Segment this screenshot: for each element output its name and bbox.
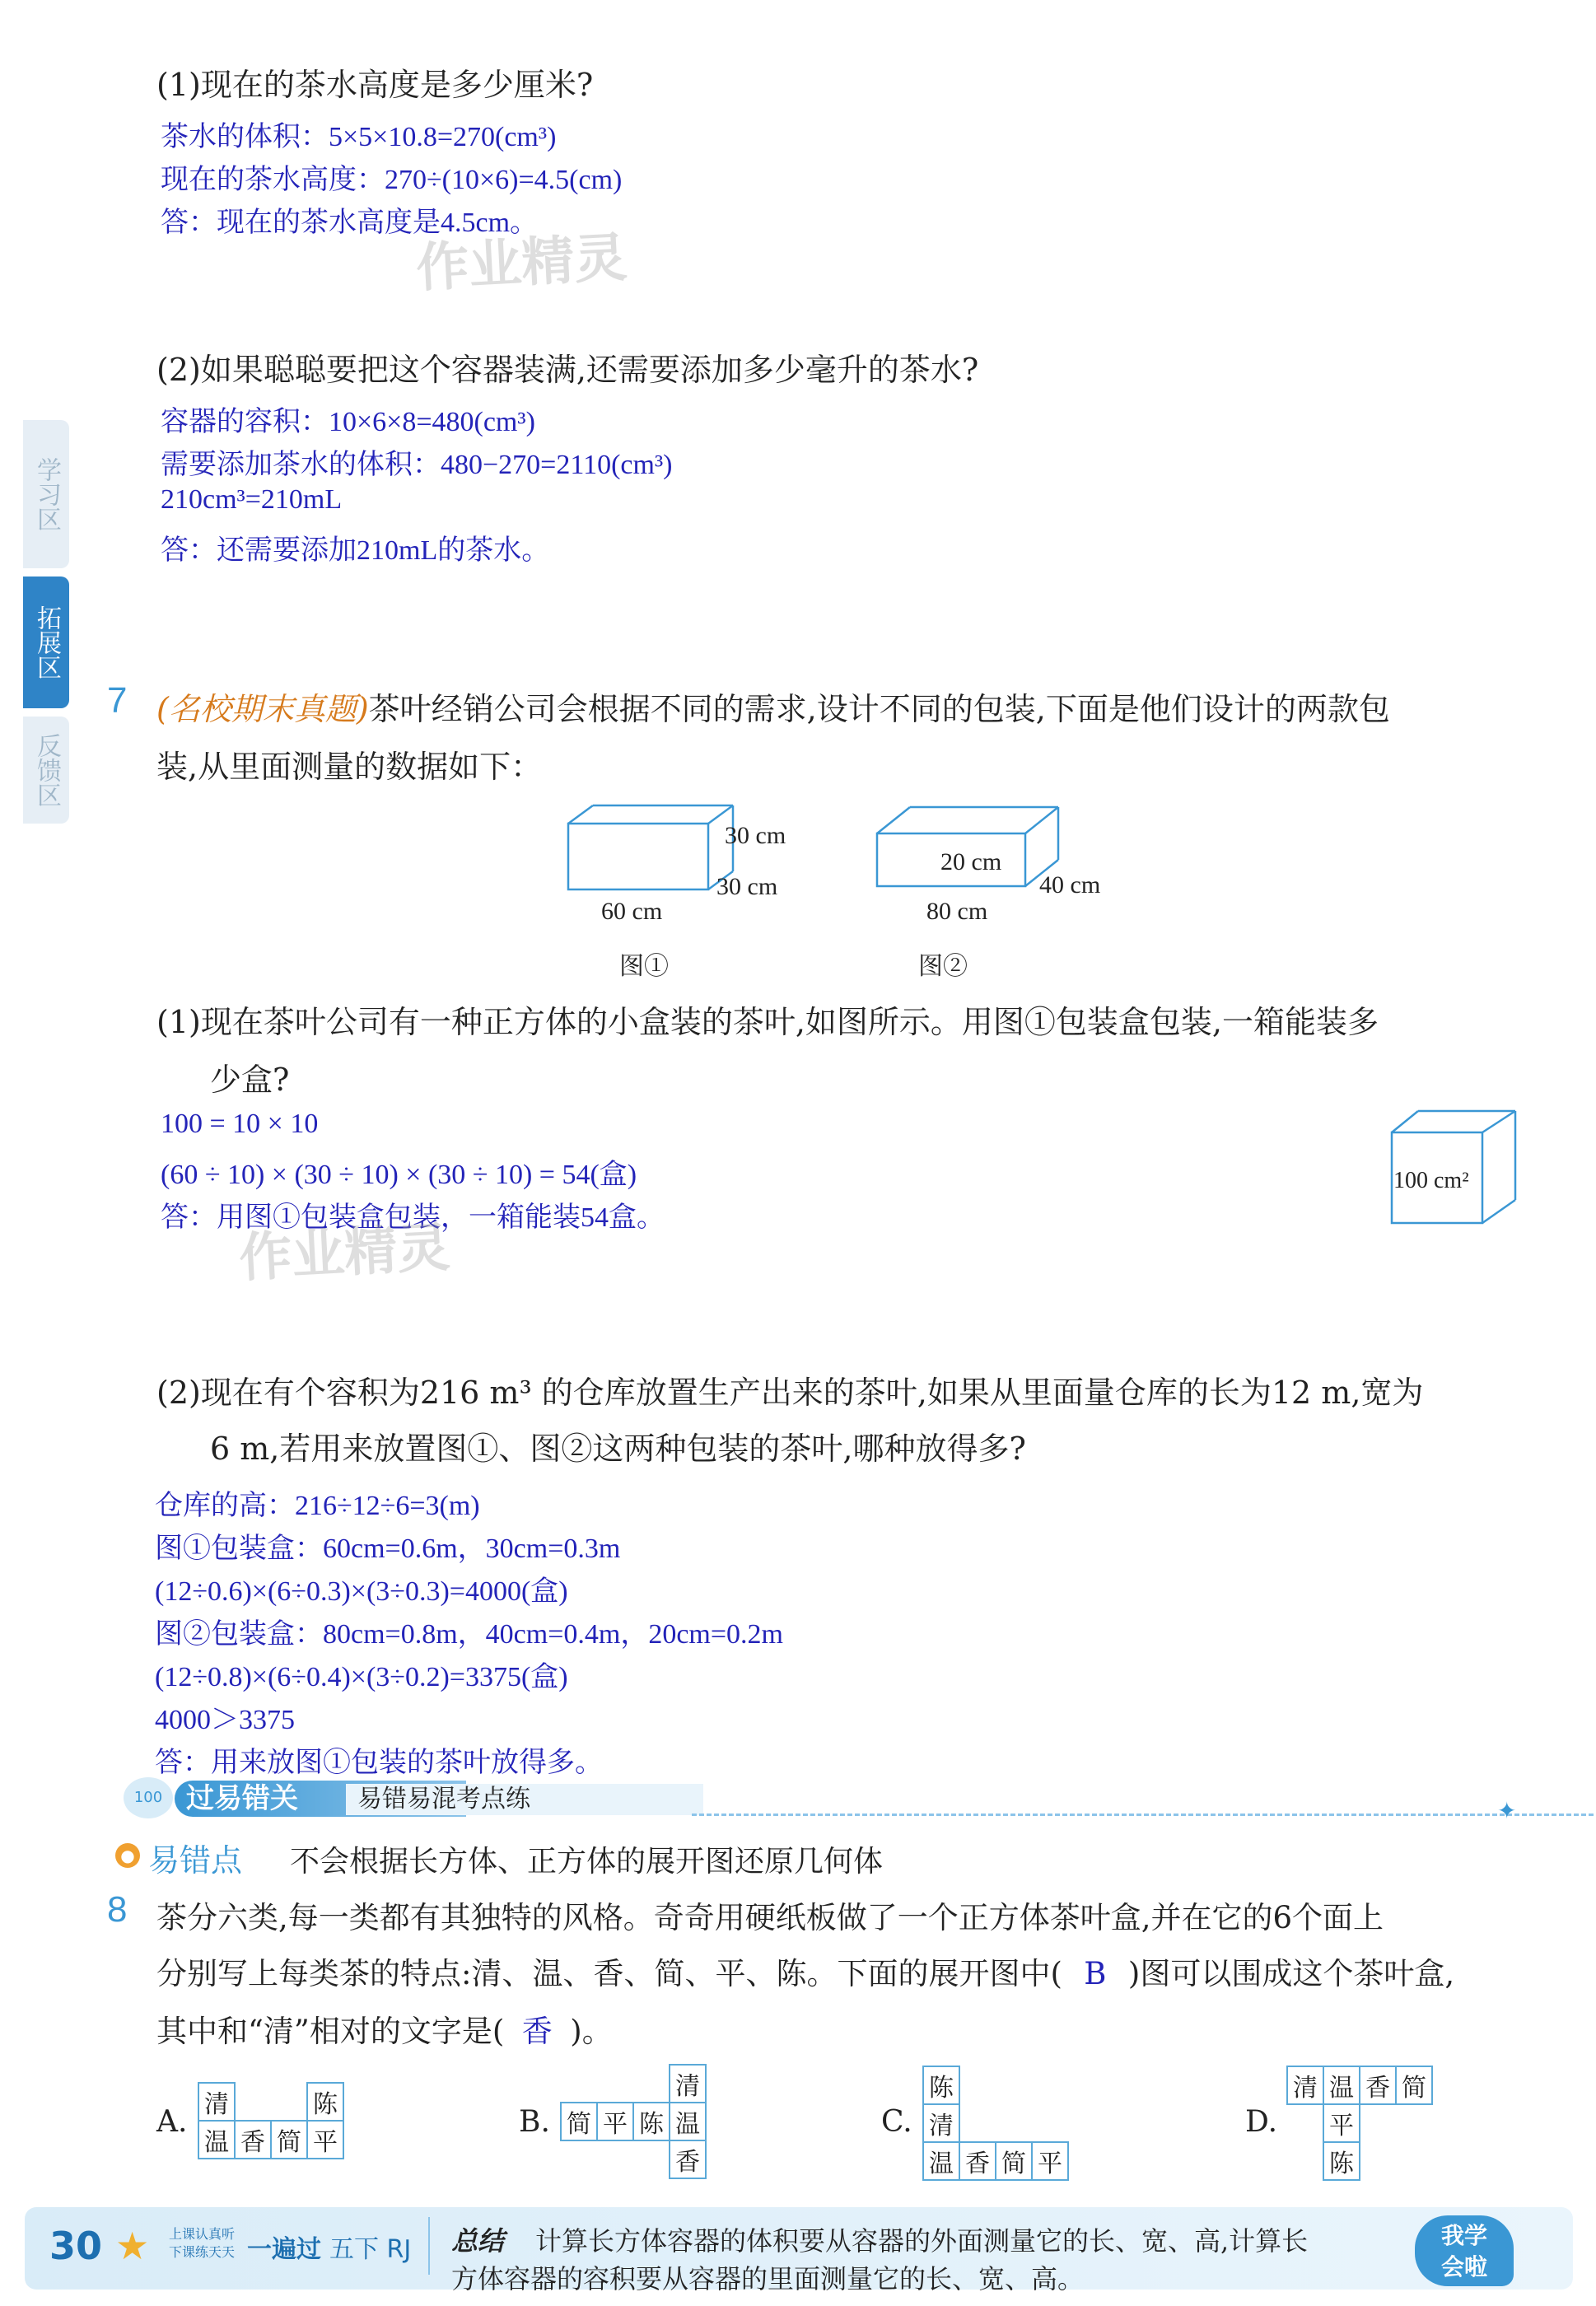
- answer-line: 答：现在的茶水高度是4.5cm。: [161, 208, 539, 238]
- point-text: 不会根据长方体、正方体的展开图还原几何体: [290, 1845, 884, 1879]
- star-icon: ✦: [1497, 1797, 1517, 1824]
- answer-line: 茶水的体积：5×5×10.8=270(cm³): [161, 122, 557, 152]
- section-banner: [124, 1777, 1517, 1824]
- dim-height: 20 cm: [940, 848, 1002, 875]
- summary-line-2: 方体容器的容积要从容器的里面测量它的长、宽、高。: [451, 2263, 1085, 2294]
- question-7-sub2-line2: 6 m,若用来放置图①、图②这两种包装的茶叶,哪种放得多?: [210, 1431, 1026, 1467]
- dim-width: 30 cm: [716, 873, 778, 900]
- warning-icon: ●: [115, 1843, 140, 1868]
- answer-line: (12÷0.6)×(6÷0.3)×(3÷0.3)=4000(盒): [155, 1576, 568, 1607]
- section-subtitle: 易错易混考点练: [346, 1784, 703, 1815]
- divider: [692, 1814, 1596, 1816]
- dim-height: 30 cm: [725, 822, 786, 849]
- figure-caption: 图②: [918, 953, 968, 980]
- question-number: 7: [107, 680, 128, 721]
- net-option-b: 清 简 平 陈 温 香: [560, 2064, 707, 2179]
- divider: [428, 2217, 430, 2275]
- question-text: )图可以围成这个茶叶盒,: [1127, 1956, 1455, 1991]
- answer-line: 容器的容积：10×6×8=480(cm³): [161, 407, 535, 437]
- question-7-line2: 装,从里面测量的数据如下：: [156, 749, 543, 785]
- question-7-sub1-line2: 少盒?: [210, 1062, 290, 1098]
- badge-icon: 100: [124, 1777, 173, 1818]
- net-option-c: 陈 清 温 香 简 平: [922, 2066, 1069, 2181]
- page-number: 30: [49, 2224, 103, 2268]
- section-title: 过易错关: [175, 1781, 466, 1817]
- net-option-a: 清 陈 温 香 简 平: [198, 2082, 344, 2159]
- badge-text-2: 会啦: [1440, 2253, 1487, 2280]
- answer-line: 100 = 10 × 10: [161, 1109, 319, 1139]
- answer-line: 仓库的高：216÷12÷6=3(m): [155, 1491, 480, 1521]
- answer-line: 答：用图①包装盒包装，一箱能装54盒。: [161, 1202, 665, 1233]
- option-label-d[interactable]: D.: [1245, 2105, 1278, 2139]
- option-label-c[interactable]: C.: [881, 2105, 912, 2139]
- answer-line: 答：用来放图①包装的茶叶放得多。: [155, 1748, 603, 1778]
- figure-caption: 图①: [619, 953, 669, 980]
- question-7-line1: [156, 684, 1390, 729]
- question-7-sub2-line1: (2)现在有个容积为216 m³ 的仓库放置生产出来的茶叶,如果从里面量仓库的长为12 m,宽为: [156, 1375, 1424, 1411]
- dim-width: 40 cm: [1039, 871, 1101, 899]
- question-7-sub1-line1: (1)现在茶叶公司有一种正方体的小盒装的茶叶,如图所示。用图①包装盒包装,一箱能装多: [156, 1004, 1379, 1040]
- answer-line: 现在的茶水高度：270÷(10×6)=4.5(cm): [161, 165, 623, 195]
- question-8-line3: [156, 2006, 613, 2051]
- answer-line: 4000＞3375: [155, 1705, 295, 1735]
- slogan-2: 下课练天天: [169, 2244, 236, 2260]
- answer-line: (60 ÷ 10) × (30 ÷ 10) × (30 ÷ 10) = 54(盒): [161, 1160, 637, 1190]
- watermark: 作业精灵: [414, 227, 629, 300]
- question-text: 分别写上每类茶的特点:清、温、香、简、平、陈。下面的展开图中(: [156, 1956, 1062, 1991]
- answer-blank-2[interactable]: 香: [521, 2014, 553, 2049]
- badge-text-1: 我学: [1440, 2222, 1487, 2249]
- point-label: 易错点: [148, 1842, 243, 1879]
- answer-line: 210cm³=210mL: [161, 484, 343, 515]
- answer-line: 图②包装盒：80cm=0.8m，40cm=0.4m，20cm=0.2m: [155, 1619, 783, 1650]
- net-option-d: 清 温 香 简 平 陈: [1286, 2066, 1433, 2181]
- dim-length: 60 cm: [601, 898, 663, 925]
- answer-line: 图①包装盒：60cm=0.6m，30cm=0.3m: [155, 1533, 621, 1564]
- side-tab-extend[interactable]: 拓展区: [23, 576, 69, 708]
- question-8-line1: 茶分六类,每一类都有其独特的风格。奇奇用硬纸板做了一个正方体茶叶盒,并在它的6个面上: [156, 1900, 1384, 1935]
- question-part1: (1)现在的茶水高度是多少厘米?: [156, 67, 594, 103]
- side-tab-study[interactable]: 学习区: [23, 420, 69, 568]
- answer-blank-1[interactable]: B: [1084, 1956, 1107, 1991]
- question-text: 其中和“清”相对的文字是(: [156, 2014, 505, 2049]
- question-number: 8: [107, 1889, 128, 1930]
- answer-line: (12÷0.8)×(6÷0.4)×(3÷0.2)=3375(盒): [155, 1662, 568, 1692]
- star-mascot-icon: ★: [115, 2224, 150, 2268]
- option-label-b[interactable]: B.: [519, 2105, 550, 2139]
- summary-label: 总结: [451, 2225, 505, 2257]
- grade-label: 五下 RJ: [329, 2235, 412, 2264]
- question-text: )。: [570, 2014, 613, 2049]
- watermark: 作业精灵: [237, 1217, 452, 1290]
- side-tab-feedback[interactable]: 反馈区: [23, 717, 69, 824]
- question-8-line2: [156, 1949, 1454, 1993]
- question-text: 茶叶经销公司会根据不同的需求,设计不同的包装,下面是他们设计的两款包: [368, 691, 1390, 727]
- dim-length: 80 cm: [926, 898, 988, 925]
- badge-learned: [1415, 2215, 1514, 2286]
- answer-line: 需要添加茶水的体积：480−270=2110(cm³): [161, 450, 673, 480]
- cube-area-label: 100 cm²: [1393, 1168, 1469, 1193]
- slogan-1: 上课认真听: [169, 2226, 236, 2242]
- answer-line: 答：还需要添加210mL的茶水。: [161, 535, 550, 566]
- question-part2: (2)如果聪聪要把这个容器装满,还需要添加多少毫升的茶水?: [156, 352, 979, 388]
- summary-line-1: 计算长方体容器的体积要从容器的外面测量它的长、宽、高,计算长: [535, 2225, 1309, 2257]
- brand-name: 一遍过: [247, 2235, 321, 2264]
- option-label-a[interactable]: A.: [156, 2105, 188, 2139]
- source-tag: (名校期末真题): [156, 691, 369, 727]
